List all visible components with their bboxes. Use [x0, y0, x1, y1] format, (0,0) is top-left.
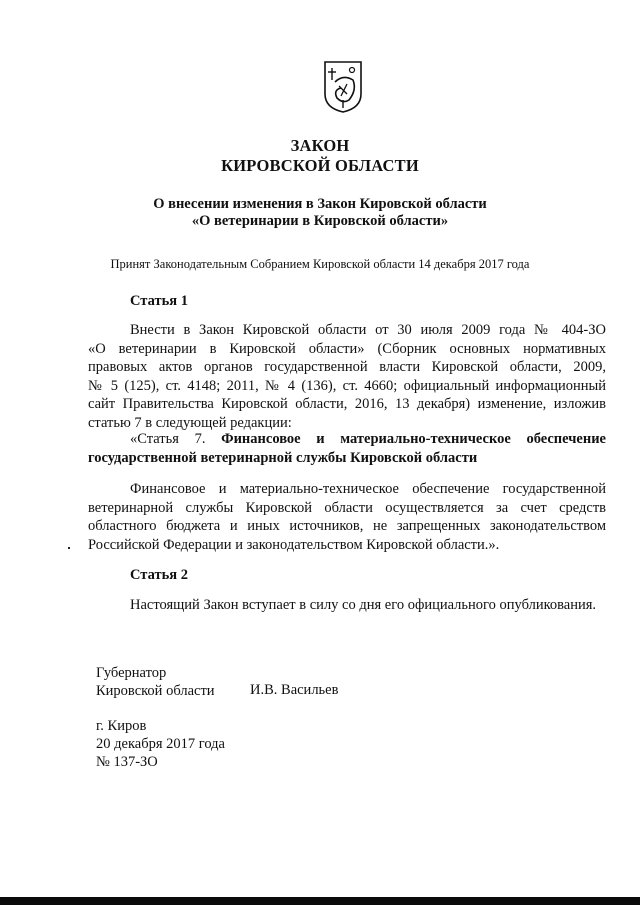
scan-speck — [68, 547, 70, 549]
article1-line: статью 7 в следующей редакции: — [88, 414, 292, 431]
quoted-title-line — [88, 430, 606, 449]
quoted-body-line: Российской Федерации и законодательством Кировской области.». — [88, 536, 500, 553]
signer-position-line1: Губернатор — [96, 665, 167, 681]
law-title: ЗАКОН — [290, 136, 350, 155]
law-number: № 137-ЗО — [96, 754, 158, 770]
article2-text: Настоящий Закон вступает в силу со дня его официального опубликования. — [130, 597, 597, 613]
signer-name: И.В. Васильев — [250, 682, 339, 698]
adoption-note: Принят Законодательным Собранием Кировской области 14 декабря 2017 года — [110, 257, 530, 271]
law-subject-line1: О внесении изменения в Закон Кировской области — [153, 196, 487, 212]
article1-line: «О ветеринарии в Кировской области» (Сборник основных нормативных — [88, 340, 606, 357]
signer-position-line2: Кировской области — [96, 683, 215, 699]
signing-date: 20 декабря 2017 года — [96, 736, 225, 752]
scan-bottom-edge — [0, 897, 640, 905]
quoted-article-name-cont: государственной ветеринарной службы Кировской области — [88, 449, 478, 466]
quoted-body-line: Финансовое и материально-техническое обеспечение государственной — [130, 481, 606, 497]
quoted-article-name: Финансовое и материально-техническое обеспечение — [221, 431, 606, 447]
article1-paragraph — [88, 321, 606, 432]
article1-line: сайт Правительства Кировской области, 2016, 13 декабря) изменение, изложив — [88, 396, 606, 412]
quoted-body-line: областного бюджета и иных источников, не запрещенных законодательством — [88, 518, 606, 534]
region-title: КИРОВСКОЙ ОБЛАСТИ — [221, 156, 419, 175]
quoted-article-prefix: «Статья 7. — [130, 431, 206, 447]
article1-heading: Статья 1 — [130, 293, 188, 309]
quoted-article-body — [88, 480, 606, 554]
law-subject-line2: «О ветеринарии в Кировской области» — [191, 213, 449, 229]
kirov-coat-of-arms-icon — [323, 60, 363, 114]
signing-city: г. Киров — [96, 718, 147, 734]
quoted-body-line: ветеринарной службы Кировской области осуществляется за счет средств — [88, 499, 606, 516]
quoted-title-line — [88, 449, 606, 468]
article1-line: правовых актов органов государственной власти Кировской области, 2009, — [88, 359, 606, 375]
article1-line: № 5 (125), ст. 4148; 2011, № 4 (136), ст. 4660; официальный информационный — [88, 377, 606, 394]
article1-line: Внести в Закон Кировской области от 30 июля 2009 года № 404-ЗО — [130, 322, 606, 338]
article2-heading: Статья 2 — [130, 567, 188, 583]
quoted-article-title — [88, 430, 606, 467]
